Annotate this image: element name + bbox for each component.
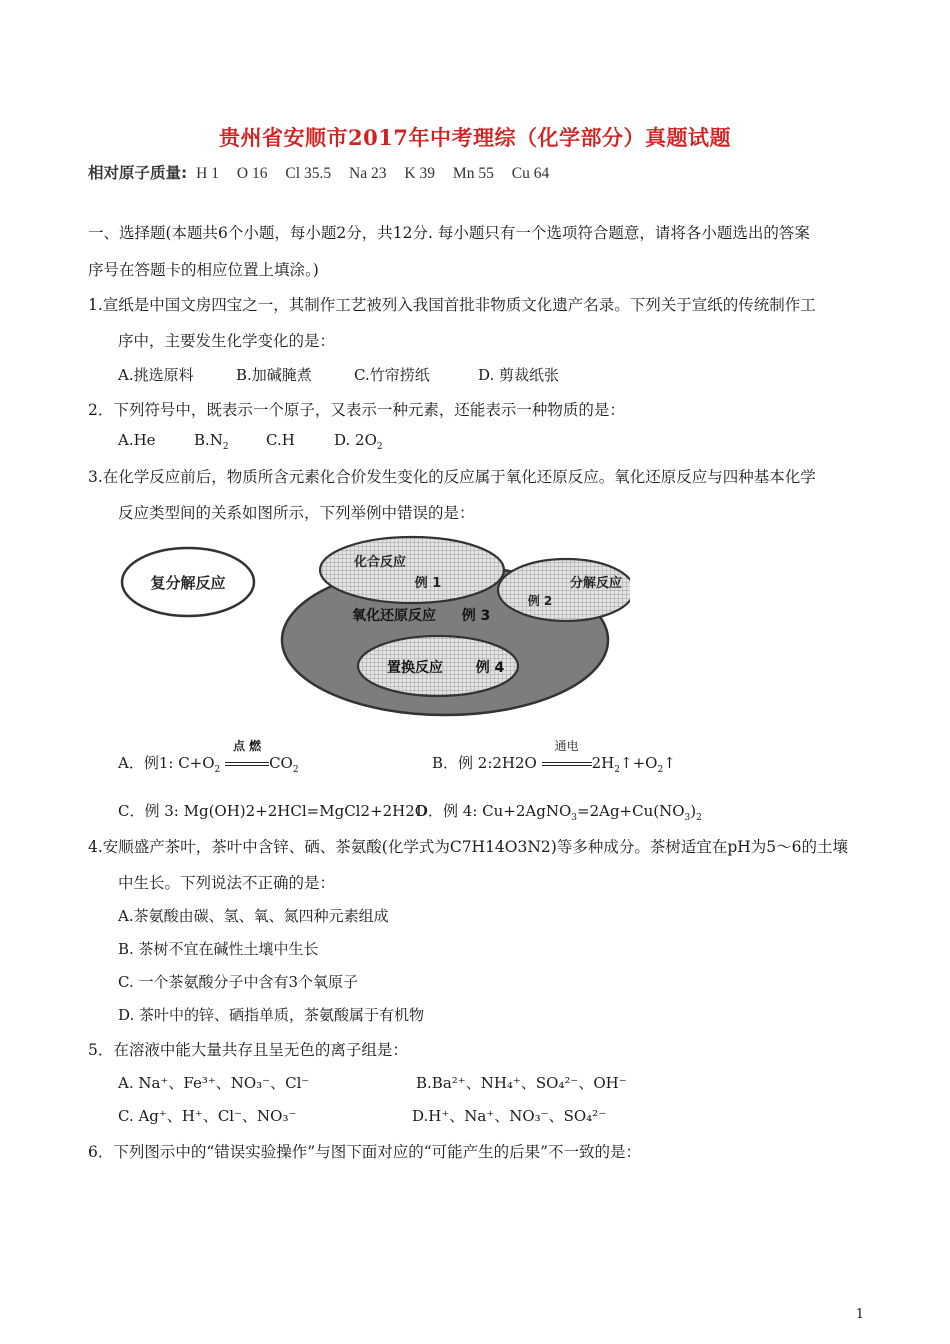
mass-cl: Cl 35.5 bbox=[285, 165, 332, 182]
example-4-label: 例 4 bbox=[475, 660, 505, 676]
q2-option-c: C.H bbox=[266, 431, 295, 449]
decomposition-label: 分解反应 bbox=[569, 576, 623, 591]
q2-stem: 2．下列符号中，既表示一个原子，又表示一种元素，还能表示一种物质的是： bbox=[88, 401, 625, 419]
q3-option-b-condition-label: 通电 bbox=[554, 739, 579, 753]
q4-stem-line2: 中生长。下列说法不正确的是： bbox=[118, 874, 336, 892]
q2-option-a: A.He bbox=[118, 431, 156, 449]
mass-o: O 16 bbox=[236, 165, 268, 182]
q3-option-b-prefix: B．例 2:2H2O bbox=[432, 754, 537, 772]
q5-option-d: D.H⁺、Na⁺、NO₃⁻、SO₄²⁻ bbox=[412, 1107, 607, 1125]
page-number: 1 bbox=[855, 1307, 864, 1322]
double-decomposition-label: 复分解反应 bbox=[150, 574, 226, 592]
q3-option-b-sub2: 2 bbox=[657, 765, 664, 775]
q3-option-b-mid: ↑+O bbox=[620, 754, 658, 772]
q2-option-b bbox=[194, 431, 229, 452]
example-2-label: 例 2 bbox=[527, 594, 553, 608]
q1-option-d: D. 剪裁纸张 bbox=[478, 366, 560, 384]
q3-option-a-condition bbox=[225, 739, 269, 772]
q5-option-a: A. Na⁺、Fe³⁺、NO₃⁻、Cl⁻ bbox=[118, 1074, 310, 1092]
example-3-label: 例 3 bbox=[461, 608, 491, 624]
q3-option-d-prefix: D．例 4: Cu+2AgNO bbox=[416, 802, 572, 820]
q2-option-d-sub: 2 bbox=[376, 442, 383, 452]
q3-option-a-condition-label: 点 燃 bbox=[232, 739, 262, 753]
q6-stem: 6．下列图示中的“错误实验操作”与图下面对应的“可能产生的后果”不一致的是： bbox=[88, 1143, 642, 1161]
q2-option-b-sub: 2 bbox=[222, 442, 229, 452]
q3-option-a bbox=[118, 739, 299, 775]
mass-cu: Cu 64 bbox=[511, 165, 550, 182]
q3-option-b-equals-sign bbox=[542, 762, 592, 766]
q3-option-a-product-sub: 2 bbox=[292, 765, 299, 775]
q1-option-b: B.加碱腌煮 bbox=[236, 366, 312, 384]
combination-label: 化合反应 bbox=[353, 555, 407, 570]
q3-option-a-sub: 2 bbox=[214, 765, 221, 775]
q3-option-d-sub3: 2 bbox=[696, 813, 702, 823]
section1-instructions-line2: 序号在答题卡的相应位置上填涂。) bbox=[88, 261, 319, 279]
q5-stem: 5．在溶液中能大量共存且呈无色的离子组是： bbox=[88, 1041, 408, 1059]
q3-option-b-product: 2H bbox=[591, 754, 615, 772]
section1-instructions-line1: 一、选择题(本题共6个小题，每小题2分，共12分. 每小题只有一个选项符合题意，请将各小题选出的答案 bbox=[88, 224, 810, 242]
q3-option-d bbox=[416, 800, 702, 821]
q4-option-b: B. 茶树不宜在碱性土壤中生长 bbox=[118, 940, 319, 958]
atomic-masses-label: 相对原子质量: bbox=[88, 164, 188, 182]
q3-option-a-equals-sign bbox=[225, 762, 269, 766]
q3-option-d-close: ) bbox=[690, 802, 697, 820]
atomic-masses bbox=[88, 161, 562, 183]
q3-option-d-sub2: 3 bbox=[684, 813, 691, 823]
q1-option-c: C.竹帘捞纸 bbox=[354, 366, 430, 384]
q3-option-b-condition bbox=[542, 739, 592, 772]
reaction-type-venn-diagram bbox=[110, 530, 630, 720]
q1-stem-line1: 1.宣纸是中国文房四宝之一，其制作工艺被列入我国首批非物质文化遗产名录。下列关于宣纸的传统制作工 bbox=[88, 296, 816, 314]
q1-stem-line2: 序中，主要发生化学变化的是： bbox=[118, 332, 336, 350]
q3-option-b-tail: ↑ bbox=[663, 754, 676, 772]
q3-option-c: C．例 3: Mg(OH)2+2HCl=MgCl2+2H2O bbox=[118, 802, 428, 820]
combination-ellipse bbox=[320, 537, 504, 603]
mass-mn: Mn 55 bbox=[452, 165, 494, 182]
q3-option-b-sub1: 2 bbox=[614, 765, 620, 775]
q5-option-c: C. Ag⁺、H⁺、Cl⁻、NO₃⁻ bbox=[118, 1107, 297, 1125]
q3-stem-line1: 3.在化学反应前后，物质所含元素化合价发生变化的反应属于氧化还原反应。氧化还原反应与四种基本化学 bbox=[88, 468, 816, 486]
q3-stem-line2: 反应类型间的关系如图所示，下列举例中错误的是： bbox=[118, 504, 475, 522]
displacement-label: 置换反应 bbox=[387, 660, 443, 676]
q2-option-d-main: D. 2O bbox=[334, 431, 377, 449]
q2-option-b-main: B.N bbox=[194, 431, 223, 449]
redox-label: 氧化还原反应 bbox=[352, 608, 436, 624]
q3-option-a-product: CO bbox=[269, 754, 293, 772]
example-1-label: 例 1 bbox=[414, 576, 442, 591]
q3-option-b bbox=[432, 739, 676, 775]
q4-option-c: C. 一个茶氨酸分子中含有3个氧原子 bbox=[118, 973, 359, 991]
q4-stem-line1: 4.安顺盛产茶叶，茶叶中含锌、硒、茶氨酸(化学式为C7H14O3N2)等多种成分。茶树适宜在pH为5～6的土壤 bbox=[88, 838, 849, 856]
q2-option-d bbox=[334, 431, 383, 452]
page-title: 贵州省安顺市2017年中考理综（化学部分）真题试题 bbox=[219, 125, 731, 150]
q4-option-d: D. 茶叶中的锌、硒指单质，茶氨酸属于有机物 bbox=[118, 1006, 425, 1024]
mass-h: H 1 bbox=[196, 165, 219, 182]
mass-k: K 39 bbox=[404, 165, 435, 182]
q3-option-a-prefix: A．例1: C+O bbox=[118, 754, 215, 772]
q3-option-d-sub1: 3 bbox=[571, 813, 578, 823]
q4-option-a: A.茶氨酸由碳、氢、氧、氮四种元素组成 bbox=[118, 907, 389, 925]
q1-option-a: A.挑选原料 bbox=[118, 366, 194, 384]
mass-na: Na 23 bbox=[349, 165, 387, 182]
q5-option-b: B.Ba²⁺、NH₄⁺、SO₄²⁻、OH⁻ bbox=[416, 1074, 627, 1092]
q3-option-d-mid: =2Ag+Cu(NO bbox=[577, 802, 685, 820]
